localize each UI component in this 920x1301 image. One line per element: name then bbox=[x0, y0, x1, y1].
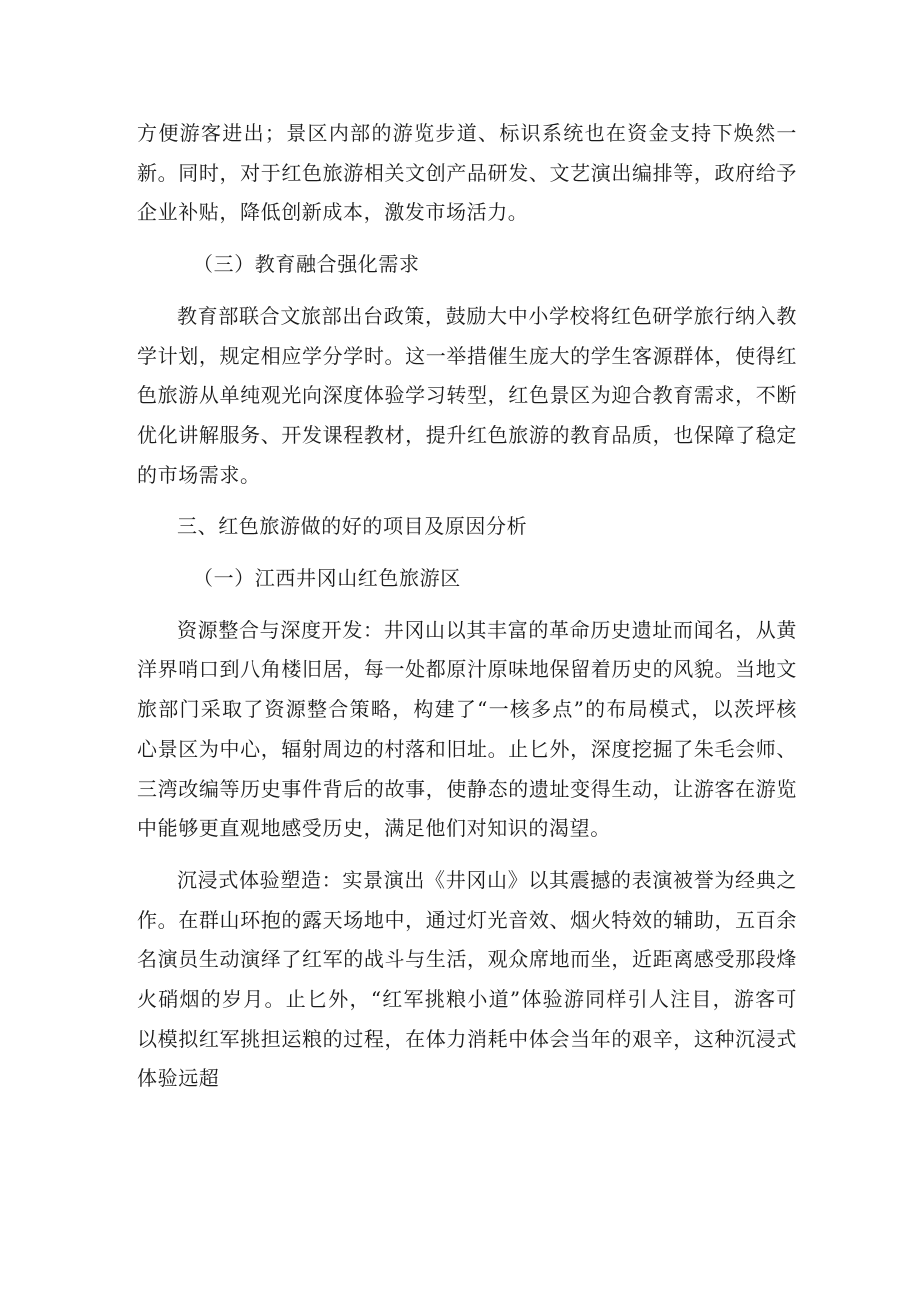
paragraph-subsidy: 方便游客进出；景区内部的游览步道、标识系统也在资金支持下焕然一新。同时，对于红色旅游相关文创产品研发、文艺演出编排等，政府给予企业补贴，降低创新成本，激发市场活力。 bbox=[137, 121, 797, 225]
section-heading-jinggangshan: （一）江西井冈山红色旅游区 bbox=[193, 566, 461, 591]
document-body bbox=[137, 114, 797, 1099]
paragraph-immersive-experience: 沉浸式体验塑造：实景演出《井冈山》以其震撼的表演被誉为经典之作。在群山环抱的露天场地中，通过灯光音效、烟火特效的辅助，五百余名演员生动演绎了红军的战斗与生活，观众席地而坐，近距离感受那段烽火硝烟的岁月。止匕外，“红军挑粮小道”体验游同样引人注目，游客可以模拟红军挑担运粮的过程，在体力消耗中体会当年的艰辛，这种沉浸式体验远超 bbox=[137, 867, 797, 1091]
paragraph-education: 教育部联合文旅部出台政策，鼓励大中小学校将红色研学旅行纳入教学计划，规定相应学分学时。这一举措催生庞大的学生客源群体，使得红色旅游从单纯观光向深度体验学习转型，红色景区为迎合教育需求，不断优化讲解服务、开发课程教材，提升红色旅游的教育品质，也保障了稳定的市场需求。 bbox=[137, 303, 797, 487]
section-heading-projects: 三、红色旅游做的好的项目及原因分析 bbox=[177, 514, 528, 539]
section-heading-education: （三）教育融合强化需求 bbox=[193, 252, 420, 277]
paragraph-resource-integration: 资源整合与深度开发：井冈山以其丰富的革命历史遗址而闻名，从黄洋界哨口到八角楼旧居，每一处都原汁原味地保留着历史的风貌。当地文旅部门采取了资源整合策略，构建了“一核多点”的布局模式，以茨坪核心景区为中心，辐射周边的村落和旧址。止匕外，深度挖掘了朱毛会师、三湾改编等历史事件背后的故事，使静态的遗址变得生动，让游客在游览中能够更直观地感受历史，满足他们对知识的渴望。 bbox=[137, 617, 797, 841]
